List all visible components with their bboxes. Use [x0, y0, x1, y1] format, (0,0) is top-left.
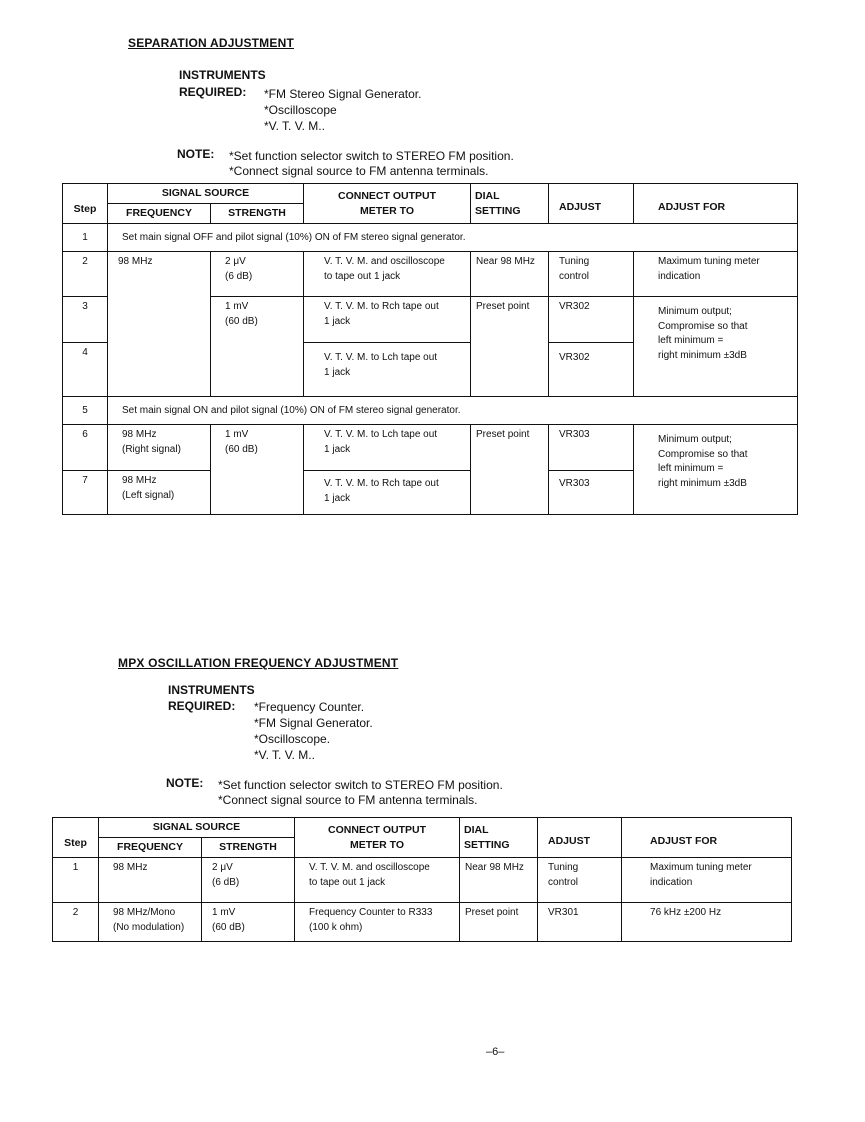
- header-step: Step: [63, 184, 108, 224]
- adjust-cell: VR301: [538, 903, 622, 942]
- connect-cell: Frequency Counter to R333 (100 k ohm): [295, 903, 460, 942]
- frequency-cell: 98 MHz: [99, 858, 202, 903]
- adjust-cell: VR302: [549, 343, 634, 397]
- adjust-cell: VR303: [549, 471, 634, 515]
- instrument-item: *V. T. V. M..: [264, 119, 325, 133]
- header-adjust-for: ADJUST FOR: [622, 818, 792, 858]
- note-item: *Connect signal source to FM antenna terminals.: [218, 793, 478, 807]
- instruments-label: INSTRUMENTS: [168, 683, 255, 697]
- header-strength: STRENGTH: [211, 204, 304, 224]
- step-instruction: Set main signal OFF and pilot signal (10%) ON of FM stereo signal generator.: [108, 224, 798, 252]
- header-connect-output: CONNECT OUTPUT METER TO: [295, 818, 460, 858]
- frequency-cell: 98 MHz/Mono (No modulation): [99, 903, 202, 942]
- adjust-cell: Tuning control: [549, 252, 634, 297]
- header-dial-setting: DIAL SETTING: [471, 184, 549, 224]
- header-strength: STRENGTH: [202, 838, 295, 858]
- step-number: 2: [53, 903, 99, 942]
- step-number: 1: [53, 858, 99, 903]
- dial-cell: Preset point: [471, 297, 549, 397]
- step-number: 3: [63, 297, 108, 343]
- adjust-cell: VR302: [549, 297, 634, 343]
- instrument-item: *V. T. V. M..: [254, 748, 315, 762]
- step-number: 1: [63, 224, 108, 252]
- header-dial-setting: DIAL SETTING: [460, 818, 538, 858]
- dial-cell: Preset point: [460, 903, 538, 942]
- header-connect-output: CONNECT OUTPUT METER TO: [304, 184, 471, 224]
- instrument-item: *Oscilloscope.: [254, 732, 331, 746]
- header-frequency: FREQUENCY: [99, 838, 202, 858]
- step-number: 5: [63, 397, 108, 425]
- adjust-for-cell: Maximum tuning meter indication: [634, 252, 798, 297]
- instruments-label: INSTRUMENTS: [179, 68, 266, 82]
- dial-cell: Near 98 MHz: [471, 252, 549, 297]
- connect-cell: V. T. V. M. to Rch tape out 1 jack: [304, 297, 471, 343]
- strength-cell: 2 μV (6 dB): [202, 858, 295, 903]
- separation-table: [62, 183, 798, 515]
- step-number: 2: [63, 252, 108, 297]
- dial-cell: Preset point: [471, 425, 549, 515]
- connect-cell: V. T. V. M. to Rch tape out 1 jack: [304, 471, 471, 515]
- mpx-oscillation-title: MPX OSCILLATION FREQUENCY ADJUSTMENT: [118, 656, 399, 670]
- note-label: NOTE:: [177, 147, 215, 161]
- header-signal-source: SIGNAL SOURCE: [99, 818, 295, 838]
- page-number: –6–: [486, 1046, 505, 1058]
- step-instruction: Set main signal ON and pilot signal (10%) ON of FM stereo signal generator.: [108, 397, 798, 425]
- separation-adjustment-title: SEPARATION ADJUSTMENT: [128, 36, 294, 50]
- strength-cell: 2 μV (6 dB): [211, 252, 304, 297]
- header-adjust: ADJUST: [549, 184, 634, 224]
- step-number: 4: [63, 343, 108, 397]
- frequency-cell: 98 MHz: [108, 252, 211, 397]
- adjust-for-cell: Minimum output; Compromise so that left minimum = right minimum ±3dB: [634, 425, 798, 515]
- strength-cell: 1 mV (60 dB): [202, 903, 295, 942]
- required-label: REQUIRED:: [179, 85, 247, 99]
- adjust-for-cell: 76 kHz ±200 Hz: [622, 903, 792, 942]
- note-item: *Set function selector switch to STEREO FM position.: [229, 149, 514, 163]
- connect-cell: V. T. V. M. to Lch tape out 1 jack: [304, 425, 471, 471]
- strength-cell: 1 mV (60 dB): [211, 425, 304, 515]
- instrument-item: *FM Signal Generator.: [254, 716, 373, 730]
- adjust-for-cell: Maximum tuning meter indication: [622, 858, 792, 903]
- note-item: *Set function selector switch to STEREO FM position.: [218, 778, 503, 792]
- connect-cell: V. T. V. M. and oscilloscope to tape out 1 jack: [304, 252, 471, 297]
- header-adjust: ADJUST: [538, 818, 622, 858]
- header-frequency: FREQUENCY: [108, 204, 211, 224]
- dial-cell: Near 98 MHz: [460, 858, 538, 903]
- header-step: Step: [53, 818, 99, 858]
- instrument-item: *Frequency Counter.: [254, 700, 365, 714]
- note-label: NOTE:: [166, 776, 204, 790]
- frequency-cell: 98 MHz (Left signal): [108, 471, 211, 515]
- instrument-item: *Oscilloscope: [264, 103, 337, 117]
- note-item: *Connect signal source to FM antenna terminals.: [229, 164, 489, 178]
- instrument-item: *FM Stereo Signal Generator.: [264, 87, 422, 101]
- header-adjust-for: ADJUST FOR: [634, 184, 798, 224]
- header-signal-source: SIGNAL SOURCE: [108, 184, 304, 204]
- required-label: REQUIRED:: [168, 699, 236, 713]
- adjust-for-cell: Minimum output; Compromise so that left minimum = right minimum ±3dB: [634, 297, 798, 397]
- step-number: 6: [63, 425, 108, 471]
- adjust-cell: Tuning control: [538, 858, 622, 903]
- adjust-cell: VR303: [549, 425, 634, 471]
- connect-cell: V. T. V. M. and oscilloscope to tape out 1 jack: [295, 858, 460, 903]
- strength-cell: 1 mV (60 dB): [211, 297, 304, 397]
- step-number: 7: [63, 471, 108, 515]
- connect-cell: V. T. V. M. to Lch tape out 1 jack: [304, 343, 471, 397]
- frequency-cell: 98 MHz (Right signal): [108, 425, 211, 471]
- mpx-oscillation-table: [52, 817, 792, 942]
